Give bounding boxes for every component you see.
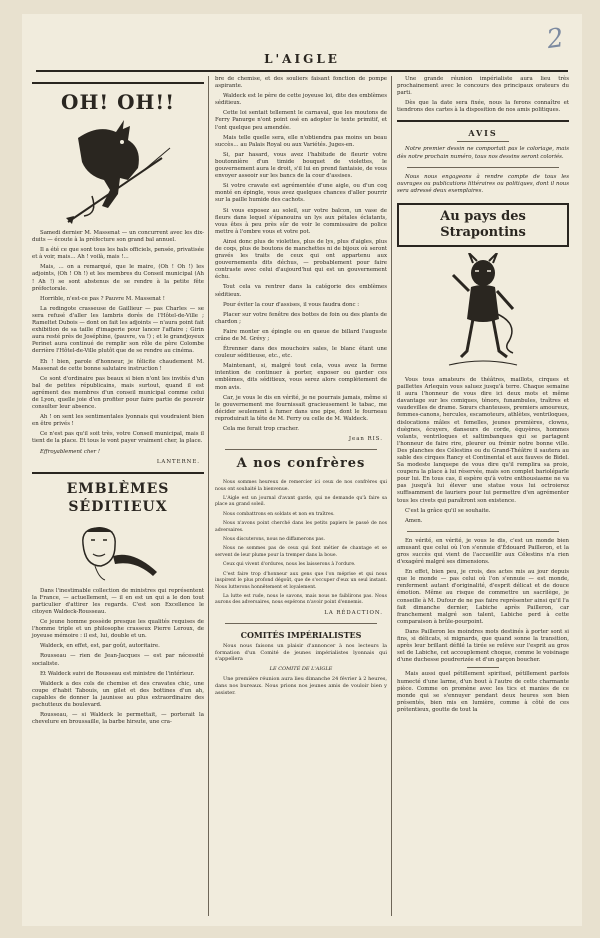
paragraph: La lutte est rude, nous le savons, mais nous ne faiblirons pas. Nous aurons des adversaires, nous espérons n'avoir point d'ennemis. — [215, 593, 387, 606]
paragraph: Eh ! bien, parole d'honneur, je félicite chaudement M. Massenat de cette bonne salutaire instruction ! — [32, 358, 204, 372]
paragraph: Et Waldeck suivi de Rousseau est ministre de l'intérieur. — [40, 670, 195, 677]
paragraph: Waldeck est le père de cette joyeuse loi, dite des emblèmes séditieux. — [215, 93, 387, 107]
horse-caricature-icon — [58, 118, 178, 226]
committee-name: LE COMITÉ DE L'AIGLE — [269, 666, 333, 673]
paragraph: Nous ne sommes pas de ceux qui font métier de chantage et se servent de leur plume pour la tremper dans la boue. — [215, 546, 387, 558]
paragraph: Samedi dernier M. Massenat — un concurrent avec les dix-duits — écoute à la préfecture son grand bal annuel. — [32, 230, 204, 244]
rule — [225, 623, 377, 624]
paragraph: Si vous exposez au soleil, sur votre balcon, un vase de fleurs dans lequel s'épanouira un lys aux pétales éclatants, vous êtes à peu près sûr de voir le commissaire de police mettre à l'ombre vous et votre pot. — [215, 207, 387, 235]
rule — [467, 667, 499, 668]
paragraph: Nous n'avons point cherché dans les petits papiers le passé de nos adversaires. — [215, 521, 387, 533]
newspaper-page — [22, 14, 582, 926]
paragraph: Dès que la date sera fixée, nous la ferons connaître et tiendrons des cartes à la disposition de nos amis politiques. — [397, 100, 569, 114]
paragraph: Vous tous amateurs de théâtres, maillots, cirques et paillettes Arlequin vous saluez jusqu'à terre. Chaque semaine il aura l'honneur de vous dire ici deux mots et même davantage sur les comiques, ténors, funambules, traîtres et vaudevilles de drame. Sœurs chanteuses, premiers amoureux, femmes-canons, hercules, escamoteurs, athlètes, ventriloques, dislocations mâles et femelles, jeunes premières, clowns, duègnes, écuyers, danseurs de corde, équyères, hommes volants, ventriloques et saltimbanques qui se partagent l'honneur de faire rire, pleurer ou frémir notre bonne ville. Des planches des Célestins ou du Grand-Théâtre il sautera au sable des cirques Rancy et Continental et aux fauves de Bidel. Sa modeste lanquepe de vous dire qu'il remplira sa proie, coupera la place à lui réservée, mais son complet barioléparle pour lui. En tous cas, il espère qu'à votre enthousiasme ne va pas jusqu'à lui élever une statue vous lui octroierez suffisamment de lauriers pour lui permettre d'en agrémenter tous les civets qui paraîtront son existence. — [397, 376, 569, 504]
headline-box — [397, 203, 569, 247]
paragraph: La redingote crasseuse de Gaillieur — pas Charles — se sera refusé d'aller les lambris dorés de l'Hôtel-de-Ville ; Rameltet Dubois — dont on fait les adjoints — n'aura point fait exhibition de sa taille d'imagerie pour lancer l'affaire ; Girin aura resté près de Joséphine, (pauvre, va !) ; et le grandjoyeux Perinet aura continué de remplir son rôle de père Colombe derrière l'Hôtel-de-Ville plutôt que de se rendre au cinéma. — [32, 305, 204, 355]
masthead-rule — [36, 70, 568, 72]
article-emblemes-body — [32, 588, 204, 727]
paragraph: Nous sommes heureux de remercier ici ceux de nos confrères qui nous ont souhaité la bienvenue. — [215, 480, 387, 492]
paragraph: Placer sur votre fenêtre des bottes de foin ou des plants de chardon ; — [215, 311, 387, 325]
rule — [457, 141, 509, 142]
rule — [407, 167, 559, 168]
paragraph: Car, je vous le dis en vérité, je ne pourrais jamais, même si le gouvernement me fournissait gracieusement le tabac, me décider seulement à fumer dans une pipe, dont le fourneau reproduirait la tête de M. Ferry ou celle de M. Waldeck. — [215, 394, 387, 422]
paragraph: Horrible, n'est-ce pas ? Pauvre M. Massenat ! — [40, 295, 165, 302]
rule — [32, 82, 204, 84]
paragraph: Dans Pailleron les moindres mots destinés à porter sont si fins, si délicats, si mignards, que quand sonne la transition, après leur brillant défilé la tirée se relève sur l'esprit au gros sel de Labiche, cet accouplement choque, comme le voisinage d'une duchesse poudrerizée et d'un garçon boucher. — [397, 628, 569, 664]
paragraph: Cette loi sentait tellement le carnaval, que les moutons de Ferry Panurge n'ont point osé en adopter le texte primitif, et l'ont quelque peu amendée. — [215, 110, 387, 131]
paragraph: Ceux qui vivent d'ordures, nous les laisserons à l'ordure. — [223, 562, 356, 568]
article-comites-body — [215, 643, 387, 697]
headline-au-pays-des-strapontins: Au pays des Strapontins — [440, 208, 526, 240]
headline-oh-oh: OH! OH!! — [61, 90, 175, 114]
paragraph: Cela me ferait trop cracher. — [223, 426, 299, 433]
paragraph: C'est la grâce qu'il se souhaite. — [405, 507, 491, 514]
column-divider — [208, 76, 209, 916]
paragraph: Maintenant, si, malgré tout cela, vous avez la ferme intention de continuer à porter, exposer ou garder ces emblèmes, dits séditieux, vous serez alors complètement de mon avis. — [215, 363, 387, 391]
column-3 — [397, 76, 569, 717]
rule — [32, 472, 204, 474]
headline-comites-imperialistes: COMITÉS IMPÉRIALISTES — [240, 629, 362, 640]
masthead: L'AIGLE — [264, 52, 340, 66]
paragraph: Rousseau, — si Waldeck le permettait, — porterait la chevelure en broussaille, la barbe hirsute, une cra- — [32, 712, 204, 726]
paragraph: Faire monter en épingle ou en queue de billard l'auguste crâne de M. Grévy ; — [215, 328, 387, 342]
column-1 — [32, 76, 204, 729]
headline-emblemes-seditieux: EMBLÈMES SÉDITIEUX — [66, 480, 170, 515]
paragraph: Rousseau — rien de Jean-Jacques — est par nécessité socialiste. — [32, 653, 204, 667]
paragraph: Notre premier dessin ne comportait pas le coloriage, mais dès notre prochain numéro, tous nos dessins seront coloriés. — [397, 146, 569, 160]
paragraph: Mais telle quelle sera, elle n'obtiendra pas moins un beau succès… au Palais Royal ou aux Variétés. Juges-en. — [215, 134, 387, 148]
paragraph: bre de chemise, et des souliers faisant fonction de pompe aspirante. — [215, 76, 387, 90]
paragraph: En vérité, en vérité, je vous le dis, c'est un monde bien amusant que celui où l'on s'ennuie d'Édouard Pailleron, et la gros succès qui vient de l'accueillir aux Célestins n'a rien d'exagéré malgré ses dimensions. — [397, 537, 569, 566]
article-emblemes-continued — [215, 76, 387, 433]
paragraph: Il a été ce que sont tous les bals officiels, pensée, privatisée et à voir, mais… Ah ! voilà, mais !… — [32, 247, 204, 261]
column-2 — [215, 76, 387, 699]
paragraph: Pour éviter la cour d'assises, il vous faudra donc : — [223, 301, 360, 308]
paragraph: Ce jeune homme possède presque les qualités requises de l'homme triple et un philosophe crasseux Pierre Leroux, de joyeuse mémoire : il est, lui, double et un. — [32, 619, 204, 640]
column-divider — [391, 76, 392, 916]
headline-avis: AVIS — [468, 128, 498, 139]
paragraph: Mais aussi quel pétillement spirituel, pétillement parfois humecté d'une larme, d'un bout à l'autre de cette charmante pièce. Comme on promène avec les tics et manies de ce monde qui se s'ennuyer pendant deux heures son bien présentés, bien mis en lumière, comme à côté de ces prétentieux, goutte de tout la — [397, 671, 569, 713]
paragraph: Nous nous engageons à rendre compte de tous les ouvrages ou publications littéraires ou politiques, dont il nous sera adressé deux exemplaires. — [397, 173, 569, 194]
paragraph: Amen. — [405, 517, 423, 524]
paragraph: Nous nous faisons un plaisir d'annoncer à nos lecteurs la formation d'un Comité de jeunes impérialistes lyonnais qui s'appellera — [215, 642, 387, 663]
paragraph: Ah ! on sent les sentimentales lyonnais qui voudraient bien en être privés ! — [32, 414, 204, 428]
paragraph: Si, par hasard, vous avez l'habitude de fleurir votre boutonnière d'un timide bouquet de violettes, le gouvernement aura le droit, s'il lui en prend fantaisie, de vous envoyer asseoir sur les bancs de la cour d'assises. — [215, 151, 387, 180]
paragraph: Si votre cravate est agrémentée d'une aigle, ou d'un coq monté en épingle, vous avez quelques chances d'aller pourrir sur la paille humide des cachots. — [215, 183, 387, 204]
devil-figure-icon — [443, 253, 523, 373]
article-strapontins-body — [397, 377, 569, 714]
paragraph: Une grande réunion impérialiste aura lieu très prochainement avec le concours des principaux orateurs du parti. — [397, 76, 569, 97]
paragraph: Ce n'est pas qu'il soit très, votre Conseil municipal, mais il tient de la place. Et tous le vont payer vraiment cher, la place. — [32, 431, 204, 445]
paragraph: L'Aigle est un journal d'avant garde, qui ne demande qu'à faire sa place au grand soleil. — [215, 496, 387, 508]
paragraph: Nous discuterons, nous ne diffamerons pas. — [223, 537, 325, 543]
paragraph: Dans l'inestimable collection de ministres qui représentent la France, — actuellement, — il en est un qui a le don tout particulier d'attirer les regards. C'est son Excellence le citoyen Waldeck-Rousseau. — [32, 587, 204, 615]
paragraph: Waldeck a des cols de chemise et des cravates chic, une coupe d'habit Tabouis, un gilet et des bottines d'un ah, capables de donner la jaunisse au plus extraordinaire des pschutteux du boulevard. — [32, 680, 204, 709]
paragraph: Ainsi donc plus de violettes, plus de lys, plus d'aigles, plus de coqs, plus de boutons de manchettes ni de bijoux où seront gravés les traits de ceux qui ont appartenu aux gouvernements dits déchus, — probablement pour faire contraste avec celui d'aujourd'hui qui est un gouvernement échu. — [215, 238, 387, 281]
rule — [397, 120, 569, 122]
rule — [407, 531, 559, 532]
paragraph: Ce sont d'ordinaire pas beaux si bien n'ont les invités d'un bal de petites républicains, mais surtout, quand il est agrément des membres d'un conseil municipal comme celui de Lyon, quelle joie d'en profiter pour faire partie de pouvoir consulter leur absence. — [32, 375, 204, 411]
article-oh-oh-body — [32, 230, 204, 456]
paragraph: Nous combattrons en soldats et non en traîtres. — [223, 511, 335, 517]
paragraph: Étrenner dans des mouchoirs sales, le blanc étant une couleur séditieuse, etc., etc. — [215, 346, 387, 360]
paragraph: Une première réunion aura lieu dimanche 24 février à 2 heures, dans nos bureaux. Nous prions nos jeunes amis de vouloir bien y assister. — [215, 676, 387, 696]
paragraph: Effroyablement cher ! — [40, 448, 100, 455]
paragraph: Waldeck, en effet, est, par goût, autoritaire. — [40, 643, 160, 650]
rule — [225, 449, 377, 450]
signature: LA RÉDACTION. — [324, 609, 383, 616]
paragraph: Tout cela va rentrer dans la catégorie des emblèmes séditieux. — [215, 284, 387, 298]
paragraph: C'est faire trop d'honneur aux gens que l'on méprise et qui nous inspirent le plus profond dégoût, que de s'occuper d'eux un seul instant. Nous lutterons honnêtement et loyalement. — [215, 571, 387, 590]
headline-a-nos-confreres: A nos confrères — [236, 456, 366, 472]
paragraph: Mais, … on a remarqué, que le maire, (Oh ! Oh !) les adjoints, (Oh ! Oh !) et les membres du Conseil municipal (Ah ! Ah !) se sont abstenus de se rendre à la petite fête préfectorale. — [32, 264, 204, 292]
pipe-caricature-icon — [73, 522, 163, 584]
paragraph: En effet, bien peu, je crois, des actes mis au jour depuis que le monde — pas celui où l'on s'ennuie — est monde, renferment autant d'originalité, d'esprit délicat et de douce émotion. Même au risque de commettre un sacrilège, je conseille à M. Dufour de ne pas faire représenter ainsi qu'il l'a fait dimanche dernier, Labiche après Pailleron, car franchement malgré son talent, Labiche perd à cette comparaison à brûle-pourpoint. — [397, 569, 569, 625]
signature: LANTERNE. — [156, 458, 200, 465]
page-number: 2 — [545, 22, 567, 56]
signature: Jean RIS. — [348, 436, 383, 443]
article-confreres-body — [215, 480, 387, 607]
